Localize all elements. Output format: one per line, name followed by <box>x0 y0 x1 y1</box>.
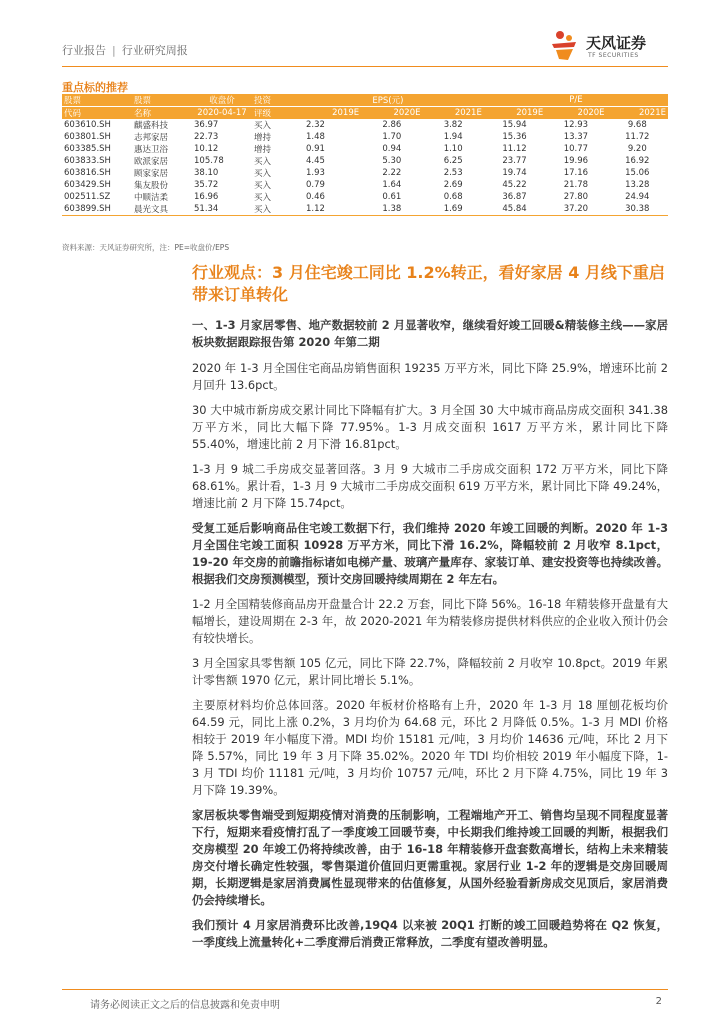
cell-pe: 21.78 <box>563 180 589 190</box>
cell-eps: 1.38 <box>361 203 422 216</box>
cell-eps: 2.86 <box>382 120 402 130</box>
cell-eps: 2.53 <box>443 168 463 178</box>
cell-price: 36.97 <box>194 120 219 130</box>
cell-pe: 23.77 <box>502 156 527 166</box>
logo-subtitle: TF SECURITIES <box>588 52 639 59</box>
cell-pe: 13.28 <box>625 180 650 190</box>
cell-pe: 9.68 <box>627 120 647 130</box>
paragraph: 主要原材料均价总体回落。2020 年板材价格略有上升，2020 年 1-3 月 18 厘刨花板均价 64.59 元，同比上涨 0.2%，3 月均价为 64.68 元，环比 2 月降低 0.5%。1-3 月 MDI 价格相较于 2019 年小幅度下滑。MDI 均价 15181 元/吨，3 月均价 14636 元/吨，环比 2 月下降 5.57%，同比 19 年 3 月下降 35.02%。2020 年 TDI 均价相较 2019 年小幅度下降，1-3 月 TDI 均价 11181 元/吨，3 月均价 10757 元/吨，环比 2 月下降 4.75%，同比 19 年 3 月下降 19.39%。 <box>192 698 668 797</box>
cell-eps: 1.69 <box>422 203 483 216</box>
section-headline: 行业观点：3 月住宅竣工同比 1.2%转正，看好家居 4 月线下重启带来订单转化 <box>192 263 665 304</box>
cell-name: 欧派家居 <box>134 157 169 167</box>
cell-eps: 0.46 <box>306 192 325 202</box>
cell-rating: 增持 <box>254 133 272 143</box>
cell-pe: 12.93 <box>563 120 589 130</box>
cell-eps: 1.94 <box>443 132 463 142</box>
cell-price: 10.12 <box>194 144 219 154</box>
cell-pe: 19.96 <box>563 156 589 166</box>
table-subheader-row <box>62 107 668 120</box>
cell-name: 麒盛科技 <box>134 121 169 131</box>
cell-code: 603429.SH <box>64 180 111 190</box>
table-title: 重点标的推荐 <box>62 81 128 94</box>
cell-pe: 15.06 <box>625 168 650 178</box>
col-year: 2021E <box>607 107 668 120</box>
paragraph: 我们预计 4 月家居消费环比改善,19Q4 以来被 20Q1 打断的竣工回暖趋势将在 Q2 恢复，一季度线上流量转化+二季度滞后消费正常释放，二季度有望改善明显。 <box>192 918 668 949</box>
cell-pe: 17.16 <box>563 168 589 178</box>
col-name-subheader: 名称 <box>132 107 192 120</box>
cell-code: 603833.SH <box>64 156 111 166</box>
cell-price: 22.73 <box>194 132 219 142</box>
logo-name: 天风证券 <box>586 34 647 52</box>
col-price-header: 收盘价 <box>192 94 252 107</box>
table-row <box>62 179 668 191</box>
table-row <box>62 131 668 143</box>
paragraph: 30 大中城市新房成交累计同比下降幅有扩大。3 月全国 30 大中城市商品房成交面积 341.38 万平方米，同比大幅下降 77.95%。1-3 月成交面积 1617 万平方米，累计同比下降 55.40%，增速比前 2 月下滑 16.81pct。 <box>192 403 668 451</box>
table-row <box>62 191 668 203</box>
cell-name: 集友股份 <box>134 181 169 191</box>
cell-eps: 2.32 <box>306 120 325 130</box>
col-rating-subheader: 评级 <box>252 107 292 120</box>
cell-code: 603816.SH <box>64 168 111 178</box>
cell-rating: 买入 <box>254 181 272 191</box>
paragraph: 1-2 月全国精装修商品房开盘量合计 22.2 万套，同比下降 56%。16-18 年精装修开盘量有大幅增长，建设周期在 2-3 年，故 2020-2021 年为精装修房提供材料供应的企业收入预计仍会有较快增长。 <box>192 597 668 645</box>
cell-price: 51.34 <box>192 203 252 216</box>
cell-pe: 19.74 <box>502 168 527 178</box>
company-logo <box>548 28 668 68</box>
cell-pe: 10.77 <box>563 144 589 154</box>
report-body <box>192 317 668 959</box>
cell-eps: 2.69 <box>443 180 463 190</box>
paragraph: 受复工延后影响商品住宅竣工数据下行，我们维持 2020 年竣工回暖的判断。2020 年 1-3 月全国住宅竣工面积 10928 万平方米，同比下滑 16.2%，降幅较前 2 月收窄 8.1pct，19-20 年交房的前瞻指标诸如电梯产量、玻璃产量库存、家装订单、建安投资等也持续改善。根据我们交房预测模型，预计交房回暖持续周期在 2 年左右。 <box>192 521 668 586</box>
report-category: 行业报告 <box>62 44 106 57</box>
cell-eps: 0.91 <box>306 144 325 154</box>
cell-eps: 5.30 <box>382 156 402 166</box>
cell-name: 惠达卫浴 <box>134 145 169 155</box>
cell-pe: 13.37 <box>563 132 589 142</box>
cell-eps: 0.79 <box>306 180 325 190</box>
table-row <box>62 143 668 155</box>
cell-pe: 16.92 <box>625 156 650 166</box>
disclaimer-link[interactable]: 请务必阅读正文之后的信息披露和免责申明 <box>90 1000 280 1011</box>
report-subcategory: 行业研究周报 <box>121 44 188 57</box>
col-pe-header: P/E <box>484 94 668 107</box>
cell-price: 35.72 <box>194 180 219 190</box>
cell-eps: 1.12 <box>292 203 361 216</box>
footer-divider <box>62 989 668 990</box>
col-year: 2019E <box>484 107 545 120</box>
paragraph: 一、1-3 月家居零售、地产数据较前 2 月显著收窄，继续看好竣工回暖&精装修主线——家居板块数据跟踪报告第 2020 年第二期 <box>192 318 668 349</box>
col-code-subheader: 代码 <box>62 107 132 120</box>
cell-code: 002511.SZ <box>64 192 111 202</box>
cell-eps: 1.70 <box>382 132 402 142</box>
header-divider <box>62 66 668 67</box>
table-header-row <box>62 94 668 107</box>
cell-eps: 1.48 <box>306 132 325 142</box>
cell-price: 16.96 <box>194 192 219 202</box>
cell-eps: 1.93 <box>306 168 325 178</box>
cell-eps: 1.10 <box>443 144 463 154</box>
table-row <box>62 155 668 167</box>
cell-rating: 买入 <box>254 157 272 167</box>
cell-pe: 9.20 <box>627 144 647 154</box>
cell-rating: 买入 <box>254 193 272 203</box>
cell-pe: 45.22 <box>502 180 527 190</box>
paragraph: 家居板块零售端受到短期疫情对消费的压制影响，工程端地产开工、销售均呈现不同程度显著下行，短期来看疫情打乱了一季度竣工回暖节奏，中长期我们维持竣工回暖的判断，根据我们交房模型 20 年竣工仍将持续改善，由于 16-18 年精装修开盘套数高增长，结构上未来精装房交付增长确定性较强，零售渠道价值回归更需重视。家居行业 1-2 年的逻辑是交房回暖周期，长期逻辑是家居消费属性显现带来的估值修复，从国外经验看新房成交见顶后，家居消费仍会持续增长。 <box>192 808 668 907</box>
cell-price: 105.78 <box>194 156 224 166</box>
cell-rating: 增持 <box>254 145 272 155</box>
cell-eps: 1.64 <box>382 180 402 190</box>
paragraph: 2020 年 1-3 月全国住宅商品房销售面积 19235 万平方米，同比下降 25.9%，增速环比前 2 月回升 13.6pct。 <box>192 361 668 392</box>
paragraph: 3 月全国家具零售额 105 亿元，同比下降 22.7%，降幅较前 2 月收窄 10.8pct。2019 年累计零售额 1970 亿元，累计同比增长 5.1%。 <box>192 656 668 687</box>
cell-eps: 0.94 <box>382 144 402 154</box>
cell-pe: 15.94 <box>502 120 527 130</box>
cell-pe: 36.87 <box>502 192 527 202</box>
cell-price: 38.10 <box>194 168 219 178</box>
cell-rating: 买入 <box>254 121 272 131</box>
cell-name: 志邦家居 <box>134 133 169 143</box>
cell-eps: 3.82 <box>443 120 463 130</box>
cell-pe: 30.38 <box>607 203 668 216</box>
cell-name: 中顺洁柔 <box>134 193 169 203</box>
cell-pe: 37.20 <box>545 203 606 216</box>
table-source-note: 资料来源：天风证券研究所，注：PE=收盘价/EPS <box>62 243 230 252</box>
cell-code: 603610.SH <box>64 120 111 130</box>
cell-pe: 11.72 <box>625 132 650 142</box>
table-row <box>62 167 668 179</box>
recommended-stocks-table <box>62 94 668 216</box>
cell-name: 顾家家居 <box>134 169 169 179</box>
header-separator: | <box>112 44 116 57</box>
table-row <box>62 203 668 216</box>
cell-eps: 4.45 <box>306 156 325 166</box>
cell-eps: 0.61 <box>382 192 402 202</box>
col-price-date: 2020-04-17 <box>192 107 252 120</box>
cell-eps: 0.68 <box>443 192 463 202</box>
cell-code: 603801.SH <box>64 132 111 142</box>
cell-code: 603899.SH <box>62 203 132 216</box>
col-year: 2020E <box>545 107 606 120</box>
cell-eps: 2.22 <box>382 168 402 178</box>
cell-code: 603385.SH <box>64 144 111 154</box>
cell-rating: 买入 <box>254 169 272 179</box>
cell-pe: 15.36 <box>502 132 527 142</box>
col-eps-header: EPS(元) <box>292 94 484 107</box>
cell-pe: 45.84 <box>484 203 545 216</box>
cell-name: 晨光文具 <box>132 203 192 216</box>
cell-pe: 11.12 <box>502 144 527 154</box>
tf-logo-icon <box>548 28 582 62</box>
cell-rating: 买入 <box>252 203 292 216</box>
col-year: 2019E <box>292 107 361 120</box>
paragraph: 1-3 月 9 城二手房成交显著回落。3 月 9 大城市二手房成交面积 172 万平方米，同比下降 68.61%。累计看，1-3 月 9 大城市二手房成交面积 619 万平方米，累计同比下降 49.24%，增速比前 2 月下降 15.74pct。 <box>192 462 668 510</box>
col-code-header: 股票 <box>62 94 132 107</box>
col-year: 2021E <box>422 107 483 120</box>
cell-eps: 6.25 <box>443 156 463 166</box>
cell-pe: 27.80 <box>563 192 589 202</box>
page-number: 2 <box>655 996 662 1007</box>
col-rating-header: 投资 <box>252 94 292 107</box>
cell-pe: 24.94 <box>625 192 650 202</box>
col-year: 2020E <box>361 107 422 120</box>
table-row <box>62 119 668 131</box>
col-name-header: 股票 <box>132 94 192 107</box>
report-header <box>62 42 188 58</box>
